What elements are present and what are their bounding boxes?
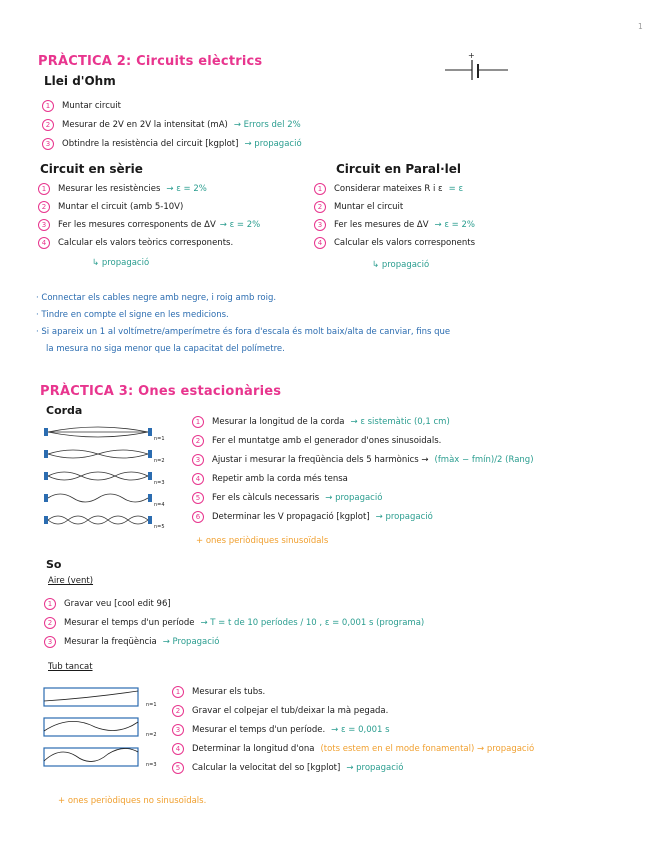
item-text: Determinar la longitud d'ona (192, 743, 315, 754)
item-text: Ajustar i mesurar la freqüència dels 5 harmònics → (212, 454, 429, 465)
tub-footnote: + ones periòdiques no sinusoïdals. (58, 796, 207, 806)
aire-heading: Aire (vent) (48, 576, 94, 586)
list-item (44, 632, 424, 651)
item-note: → ε = 0,001 s (331, 724, 390, 735)
tub-list (172, 682, 534, 777)
diagram-label: n=5 (154, 524, 165, 530)
corda-heading: Corda (46, 404, 83, 417)
item-text: Fer els càlculs necessaris (212, 492, 320, 503)
list-item (38, 198, 260, 216)
bullet-number: 5 (172, 762, 184, 774)
item-text: Mesurar de 2V en 2V la intensitat (mA) (62, 119, 228, 130)
item-note: = ε (448, 184, 464, 194)
item-text: Mesurar el temps d'un període (64, 617, 195, 628)
diagram-label: n=1 (146, 702, 157, 708)
item-note: → propagació (325, 492, 383, 503)
item-text: Fer les mesures corresponents de ΔV (58, 220, 216, 230)
bullet-number: 2 (192, 435, 204, 447)
list-item (172, 682, 534, 701)
bullet-number: 3 (38, 219, 50, 231)
item-text: Calcular els valors corresponents (334, 238, 476, 248)
diagram-label: n=3 (146, 762, 157, 768)
item-text: Calcular els valors teòrics corresponents. (58, 238, 234, 248)
paralel-sub-note: ↳ propagació (372, 260, 430, 270)
list-item (42, 96, 302, 115)
item-note: → ε = 2% (166, 184, 207, 194)
standing-wave-string-diagram (40, 422, 170, 537)
bullet-number: 1 (314, 183, 326, 195)
item-text: Obtindre la resistència del circuit [kgplot] (62, 138, 239, 149)
p2-notes (36, 290, 450, 358)
item-note: → ε sistemàtic (0,1 cm) (350, 416, 450, 427)
battery-symbol (440, 50, 510, 80)
item-text: Mesurar els tubs. (192, 686, 266, 697)
tub-diagram-labels (146, 690, 157, 780)
item-text: Gravar veu [cool edit 96] (64, 598, 171, 609)
serie-heading: Circuit en sèrie (40, 162, 143, 176)
item-note: (tots estem en el mode fonamental) → propagació (320, 743, 535, 754)
list-item (314, 198, 475, 216)
list-item (42, 115, 302, 134)
bullet-number: 2 (44, 617, 56, 629)
list-item (172, 720, 534, 739)
bullet-number: 5 (192, 492, 204, 504)
list-item (38, 180, 260, 198)
item-note: → T = t de 10 períodes / 10 , ε = 0,001 s (programa) (200, 617, 425, 628)
list-item (314, 216, 475, 234)
bullet-number: 3 (42, 138, 54, 150)
list-item (192, 412, 534, 431)
serie-list (38, 180, 260, 252)
item-note: → Errors del 2% (233, 119, 301, 130)
corda-footnote: + ones periòdiques sinusoïdals (196, 536, 329, 546)
corda-diagram-labels (154, 428, 165, 538)
item-text: Repetir amb la corda més tensa (212, 473, 348, 484)
bullet-number: 1 (172, 686, 184, 698)
diagram-label: n=1 (154, 436, 165, 442)
aire-list (44, 594, 424, 651)
bullet-number: 3 (314, 219, 326, 231)
item-note: → ε = 2% (219, 220, 261, 230)
note-line: la mesura no siga menor que la capacitat del polímetre. (46, 344, 285, 354)
item-text: Determinar les V propagació [kgplot] (212, 511, 370, 522)
bullet-number: 4 (192, 473, 204, 485)
item-text: Mesurar la freqüència (64, 636, 157, 647)
item-text: Fer el muntatge amb el generador d'ones sinusoidals. (212, 435, 442, 446)
bullet-number: 4 (38, 237, 50, 249)
item-text: Fer les mesures de ΔV (334, 220, 429, 230)
practica3-title: PRÀCTICA 3: Ones estacionàries (40, 384, 282, 399)
list-item (192, 488, 534, 507)
bullet-number: 1 (42, 100, 54, 112)
list-item (172, 758, 534, 777)
corda-list (192, 412, 534, 526)
item-text: Gravar el colpejar el tub/deixar la mà pegada. (192, 705, 389, 716)
svg-text:+: + (468, 51, 475, 60)
paralel-list (314, 180, 475, 252)
diagram-label: n=4 (154, 502, 165, 508)
list-item (192, 469, 534, 488)
ohm-heading: Llei d'Ohm (44, 74, 116, 88)
list-item (192, 450, 534, 469)
bullet-number: 2 (38, 201, 50, 213)
item-note: → propagació (346, 762, 404, 773)
bullet-number: 1 (38, 183, 50, 195)
paralel-heading: Circuit en Paral·lel (336, 162, 462, 176)
item-text: Muntar circuit (62, 100, 121, 111)
bullet-number: 2 (172, 705, 184, 717)
item-text: Calcular la velocitat del so [kgplot] (192, 762, 341, 773)
tub-heading: Tub tancat (48, 662, 93, 672)
bullet-number: 4 (172, 743, 184, 755)
item-note: → Propagació (162, 636, 220, 647)
list-item (172, 739, 534, 758)
bullet-number: 3 (44, 636, 56, 648)
item-note: → propagació (244, 138, 302, 149)
so-heading: So (46, 558, 62, 571)
bullet-number: 4 (314, 237, 326, 249)
list-item (44, 613, 424, 632)
bullet-number: 6 (192, 511, 204, 523)
diagram-label: n=2 (146, 732, 157, 738)
item-note: → ε = 2% (434, 220, 475, 230)
practica2-title: PRÀCTICA 2: Circuits elèctrics (38, 54, 263, 69)
bullet-number: 2 (42, 119, 54, 131)
page-number: 1 (638, 22, 643, 31)
note-line: · Tindre en compte el signe en les medicions. (36, 310, 229, 320)
ohm-list (42, 96, 302, 153)
item-text: Mesurar les resistències (58, 184, 161, 194)
list-item (172, 701, 534, 720)
item-text: Mesurar la longitud de la corda (212, 416, 345, 427)
item-note: (fmàx − fmín)/2 (Rang) (434, 454, 534, 465)
closed-tube-diagram (40, 684, 145, 776)
item-text: Mesurar el temps d'un període. (192, 724, 326, 735)
note-line: · Connectar els cables negre amb negre, i roig amb roig. (36, 293, 277, 303)
list-item (44, 594, 424, 613)
list-item (38, 216, 260, 234)
bullet-number: 3 (172, 724, 184, 736)
list-item (314, 234, 475, 252)
list-item (192, 431, 534, 450)
item-text: Muntar el circuit (334, 202, 404, 212)
bullet-number: 1 (192, 416, 204, 428)
bullet-number: 1 (44, 598, 56, 610)
item-text: Muntar el circuit (amb 5-10V) (58, 202, 184, 212)
diagram-label: n=3 (154, 480, 165, 486)
list-item (314, 180, 475, 198)
item-note: → propagació (375, 511, 433, 522)
bullet-number: 3 (192, 454, 204, 466)
bullet-number: 2 (314, 201, 326, 213)
diagram-label: n=2 (154, 458, 165, 464)
serie-sub-note: ↳ propagació (92, 258, 150, 268)
list-item (192, 507, 534, 526)
list-item (42, 134, 302, 153)
item-text: Considerar mateixes R i ε (334, 184, 443, 194)
note-line: · Si apareix un 1 al voltímetre/amperímetre és fora d'escala és molt baix/alta de canviar, fins que (36, 327, 451, 337)
list-item (38, 234, 260, 252)
